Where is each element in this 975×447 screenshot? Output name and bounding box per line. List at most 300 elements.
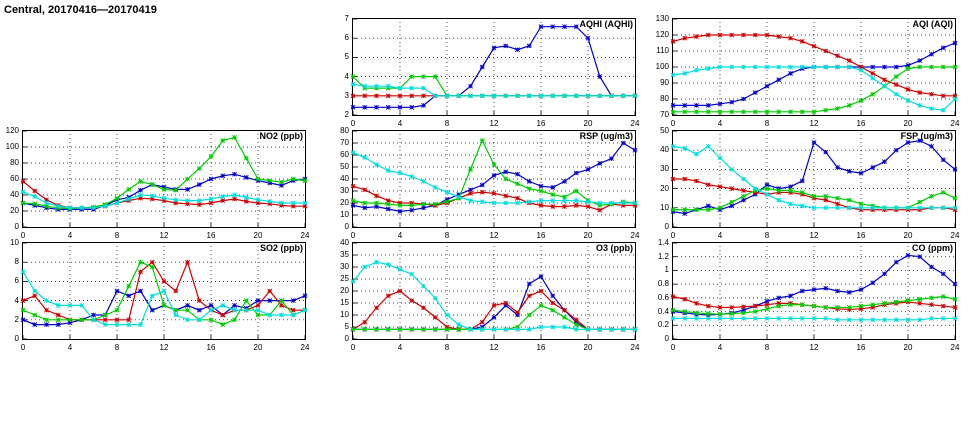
series-marker [706, 204, 710, 208]
series-marker [374, 163, 378, 167]
series-marker [953, 41, 957, 45]
chart-svg-so2 [22, 242, 346, 360]
series-marker [671, 316, 675, 320]
ytick-label: 7 [344, 14, 349, 23]
series-marker [633, 94, 637, 98]
series-marker [421, 327, 425, 331]
series-marker [871, 318, 875, 322]
series-marker [835, 107, 839, 111]
series-marker [683, 103, 687, 107]
series-marker [197, 199, 201, 203]
xtick-label: 8 [444, 343, 450, 352]
series-marker [683, 146, 687, 150]
series-marker [718, 185, 722, 189]
xtick-label: 8 [764, 343, 770, 352]
series-marker [174, 188, 178, 192]
series-marker [777, 35, 781, 39]
series-marker [777, 65, 781, 69]
series-marker [812, 206, 816, 210]
chart-svg-fsp [672, 130, 975, 248]
series-marker [551, 308, 555, 312]
series-marker [859, 318, 863, 322]
series-marker [185, 177, 189, 181]
series-marker [953, 282, 957, 286]
series-marker [683, 309, 687, 313]
ytick-label: 0 [14, 334, 19, 343]
ytick-label: 50 [340, 162, 349, 171]
series-marker [694, 311, 698, 315]
series-marker [33, 202, 37, 206]
series-marker [103, 204, 107, 208]
series-marker [433, 315, 437, 319]
series-marker [941, 46, 945, 50]
series-marker [127, 323, 131, 327]
series-marker [730, 312, 734, 316]
series-marker [162, 187, 166, 191]
series-marker [706, 103, 710, 107]
series-marker [683, 71, 687, 75]
xtick-label: 4 [717, 343, 723, 352]
series-marker [527, 200, 531, 204]
series-marker [730, 167, 734, 171]
xtick-label: 16 [206, 231, 216, 240]
ytick-label: 100 [5, 142, 19, 151]
series-marker [291, 308, 295, 312]
series-marker [351, 105, 355, 109]
series-marker [824, 150, 828, 154]
series-marker [445, 200, 449, 204]
series-marker [374, 306, 378, 310]
series-marker [574, 203, 578, 207]
series-marker [21, 190, 25, 194]
series-marker [410, 272, 414, 276]
ytick-label: 90 [660, 78, 669, 87]
series-marker [741, 33, 745, 37]
series-marker [410, 327, 414, 331]
series-marker [433, 94, 437, 98]
series-marker [824, 305, 828, 309]
series-marker [953, 196, 957, 200]
ytick-label: 0 [344, 222, 349, 231]
series-marker [609, 327, 613, 331]
series-marker [706, 110, 710, 114]
series-marker [268, 199, 272, 203]
ytick-label: 1.4 [657, 238, 669, 247]
series-marker [504, 44, 508, 48]
series-marker [386, 169, 390, 173]
series-marker [351, 184, 355, 188]
series-marker [279, 313, 283, 317]
series-marker [777, 316, 781, 320]
series-marker [527, 44, 531, 48]
series-marker [929, 52, 933, 56]
series-marker [185, 308, 189, 312]
series-marker [741, 188, 745, 192]
chart-title-o3: O3 (ppb) [596, 243, 633, 253]
series-marker [835, 54, 839, 58]
series-marker [150, 294, 154, 298]
series-marker [504, 327, 508, 331]
series-marker [788, 294, 792, 298]
ytick-label: 4 [14, 295, 19, 305]
series-marker [174, 313, 178, 317]
series-marker [256, 303, 260, 307]
series-marker [551, 185, 555, 189]
series-marker [468, 327, 472, 331]
chart-panel-no2 [5, 126, 310, 244]
ytick-label: 70 [660, 110, 669, 119]
series-marker [127, 318, 131, 322]
series-marker [138, 260, 142, 264]
ytick-label: 0 [344, 334, 349, 343]
series-marker [694, 316, 698, 320]
series-marker [363, 188, 367, 192]
xtick-label: 8 [114, 343, 120, 352]
series-marker [788, 202, 792, 206]
series-marker [894, 65, 898, 69]
series-marker [882, 84, 886, 88]
series-marker [621, 141, 625, 145]
series-marker [185, 187, 189, 191]
series-marker [492, 327, 496, 331]
xtick-label: 20 [583, 231, 593, 240]
series-marker [788, 303, 792, 307]
series-marker [730, 65, 734, 69]
series-marker [539, 275, 543, 279]
ytick-label: 0.2 [657, 320, 669, 330]
series-marker [882, 206, 886, 210]
series-marker [232, 172, 236, 176]
xtick-label: 12 [489, 343, 499, 352]
xtick-label: 16 [856, 343, 866, 352]
series-marker [363, 201, 367, 205]
series-marker [256, 198, 260, 202]
series-marker [480, 139, 484, 143]
series-marker [574, 189, 578, 193]
ytick-label: 10 [340, 310, 349, 319]
series-marker [291, 177, 295, 181]
series-marker [812, 288, 816, 292]
series-marker [421, 75, 425, 79]
series-marker [291, 299, 295, 303]
series-marker [138, 193, 142, 197]
xtick-label: 12 [809, 343, 819, 352]
series-marker [504, 194, 508, 198]
series-marker [279, 180, 283, 184]
series-marker [457, 323, 461, 327]
series-marker [824, 49, 828, 53]
series-marker [303, 179, 307, 183]
series-marker [835, 305, 839, 309]
series-marker [859, 68, 863, 72]
series-marker [941, 316, 945, 320]
xtick-label: 24 [950, 231, 960, 240]
xtick-label: 12 [159, 343, 169, 352]
xtick-label: 20 [583, 119, 593, 128]
series-marker [91, 206, 95, 210]
series-marker [906, 87, 910, 91]
series-marker [918, 297, 922, 301]
series-marker [150, 265, 154, 269]
series-marker [515, 201, 519, 205]
series-marker [683, 208, 687, 212]
series-marker [824, 198, 828, 202]
series-marker [21, 179, 25, 183]
xtick-label: 8 [764, 119, 770, 128]
series-marker [859, 99, 863, 103]
series-marker [150, 194, 154, 198]
series-marker [621, 94, 625, 98]
series-marker [741, 311, 745, 315]
xtick-label: 8 [444, 231, 450, 240]
series-marker [33, 313, 37, 317]
series-marker [374, 327, 378, 331]
series-marker [232, 197, 236, 201]
series-marker [741, 194, 745, 198]
xtick-label: 4 [717, 231, 723, 240]
series-marker [753, 91, 757, 95]
series-marker [115, 318, 119, 322]
ytick-label: 60 [340, 150, 349, 159]
series-marker [694, 301, 698, 305]
series-marker [386, 202, 390, 206]
series-marker [953, 97, 957, 101]
chart-svg-rsp [352, 130, 676, 248]
series-marker [291, 313, 295, 317]
series-marker [504, 94, 508, 98]
ytick-label: 40 [340, 238, 349, 247]
series-marker [929, 296, 933, 300]
series-marker [574, 199, 578, 203]
series-marker [244, 199, 248, 203]
ytick-label: 5 [344, 322, 349, 331]
series-marker [788, 110, 792, 114]
series-marker [894, 318, 898, 322]
ytick-label: 40 [10, 190, 19, 199]
series-marker [918, 103, 922, 107]
series-marker [103, 323, 107, 327]
series-marker [209, 155, 213, 159]
series-marker [562, 199, 566, 203]
series-marker [562, 205, 566, 209]
series-marker [871, 92, 875, 96]
series-marker [410, 299, 414, 303]
series-marker [33, 195, 37, 199]
series-marker [56, 318, 60, 322]
ytick-label: 10 [10, 238, 19, 247]
series-marker [586, 205, 590, 209]
series-marker [209, 177, 213, 181]
series-marker [374, 84, 378, 88]
series-marker [671, 208, 675, 212]
series-marker [410, 86, 414, 90]
series-marker [33, 323, 37, 327]
series-marker [410, 175, 414, 179]
series-marker [480, 190, 484, 194]
series-marker [291, 201, 295, 205]
series-marker [410, 208, 414, 212]
series-marker [953, 206, 957, 210]
series-marker [539, 203, 543, 207]
series-marker [80, 303, 84, 307]
series-marker [871, 71, 875, 75]
series-marker [138, 179, 142, 183]
series-marker [683, 177, 687, 181]
series-marker [398, 209, 402, 213]
series-marker [44, 308, 48, 312]
series-marker [812, 316, 816, 320]
xtick-label: 4 [67, 343, 73, 352]
series-marker [115, 323, 119, 327]
series-marker [127, 197, 131, 201]
series-marker [894, 300, 898, 304]
series-marker [232, 193, 236, 197]
series-marker [374, 94, 378, 98]
series-marker [480, 200, 484, 204]
series-marker [174, 198, 178, 202]
series-marker [515, 94, 519, 98]
chart-svg-co [672, 242, 975, 360]
chart-title-aqhi: AQHI (AQHI) [579, 19, 633, 29]
xtick-label: 12 [159, 231, 169, 240]
series-marker [929, 92, 933, 96]
series-marker [374, 105, 378, 109]
ytick-label: 3 [344, 90, 349, 100]
series-marker [44, 201, 48, 205]
ytick-label: 20 [660, 183, 669, 193]
xtick-label: 16 [856, 119, 866, 128]
series-marker [941, 94, 945, 98]
series-marker [162, 289, 166, 293]
series-marker [115, 201, 119, 205]
xtick-label: 24 [300, 231, 310, 240]
series-marker [730, 110, 734, 114]
series-marker [777, 198, 781, 202]
series-marker [765, 84, 769, 88]
series-marker [386, 207, 390, 211]
series-marker [433, 75, 437, 79]
series-marker [363, 206, 367, 210]
series-marker [44, 299, 48, 303]
series-marker [56, 204, 60, 208]
series-marker [562, 25, 566, 29]
series-marker [386, 199, 390, 203]
series-marker [185, 260, 189, 264]
ytick-label: 25 [340, 274, 349, 283]
ytick-label: 40 [660, 145, 669, 155]
series-marker [421, 94, 425, 98]
ytick-label: 120 [5, 126, 19, 135]
series-marker [445, 94, 449, 98]
series-marker [586, 200, 590, 204]
series-marker [504, 201, 508, 205]
xtick-label: 24 [630, 119, 640, 128]
series-marker [765, 65, 769, 69]
series-marker [694, 103, 698, 107]
series-marker [480, 183, 484, 187]
series-marker [847, 305, 851, 309]
series-marker [221, 199, 225, 203]
series-marker [421, 206, 425, 210]
series-marker [694, 208, 698, 212]
series-marker [574, 25, 578, 29]
series-marker [953, 167, 957, 171]
series-marker [694, 110, 698, 114]
series-marker [918, 301, 922, 305]
series-marker [21, 201, 25, 205]
series-marker [351, 279, 355, 283]
series-marker [718, 312, 722, 316]
series-marker [788, 188, 792, 192]
series-marker [800, 303, 804, 307]
xtick-label: 0 [20, 343, 26, 352]
series-marker [824, 316, 828, 320]
series-marker [918, 200, 922, 204]
series-marker [765, 110, 769, 114]
series-marker [33, 189, 37, 193]
series-marker [562, 179, 566, 183]
xtick-label: 0 [350, 231, 356, 240]
series-marker [621, 201, 625, 205]
series-marker [221, 313, 225, 317]
series-marker [598, 208, 602, 212]
series-marker [162, 196, 166, 200]
series-marker [56, 313, 60, 317]
series-marker [398, 267, 402, 271]
ytick-label: 80 [660, 94, 669, 103]
series-marker [847, 59, 851, 63]
series-marker [492, 46, 496, 50]
series-marker [574, 94, 578, 98]
ytick-label: 80 [340, 126, 349, 135]
series-marker [574, 171, 578, 175]
series-marker [598, 201, 602, 205]
xtick-label: 16 [536, 119, 546, 128]
series-marker [374, 260, 378, 264]
xtick-label: 24 [630, 231, 640, 240]
xtick-label: 16 [856, 231, 866, 240]
series-marker [741, 110, 745, 114]
series-marker [609, 201, 613, 205]
series-marker [351, 94, 355, 98]
series-marker [386, 105, 390, 109]
series-marker [91, 313, 95, 317]
series-marker [598, 75, 602, 79]
series-marker [777, 78, 781, 82]
ytick-label: 30 [340, 262, 349, 271]
series-marker [847, 206, 851, 210]
series-marker [551, 294, 555, 298]
series-marker [468, 199, 472, 203]
series-marker [363, 265, 367, 269]
series-marker [718, 33, 722, 37]
series-marker [859, 202, 863, 206]
series-marker [882, 318, 886, 322]
series-marker [800, 204, 804, 208]
xtick-label: 20 [583, 343, 593, 352]
series-marker [363, 320, 367, 324]
series-marker [221, 195, 225, 199]
series-marker [800, 190, 804, 194]
series-marker [209, 197, 213, 201]
xtick-label: 20 [253, 231, 263, 240]
series-marker [244, 175, 248, 179]
series-marker [515, 48, 519, 52]
series-marker [871, 281, 875, 285]
series-marker [706, 67, 710, 71]
series-marker [256, 308, 260, 312]
series-marker [197, 308, 201, 312]
